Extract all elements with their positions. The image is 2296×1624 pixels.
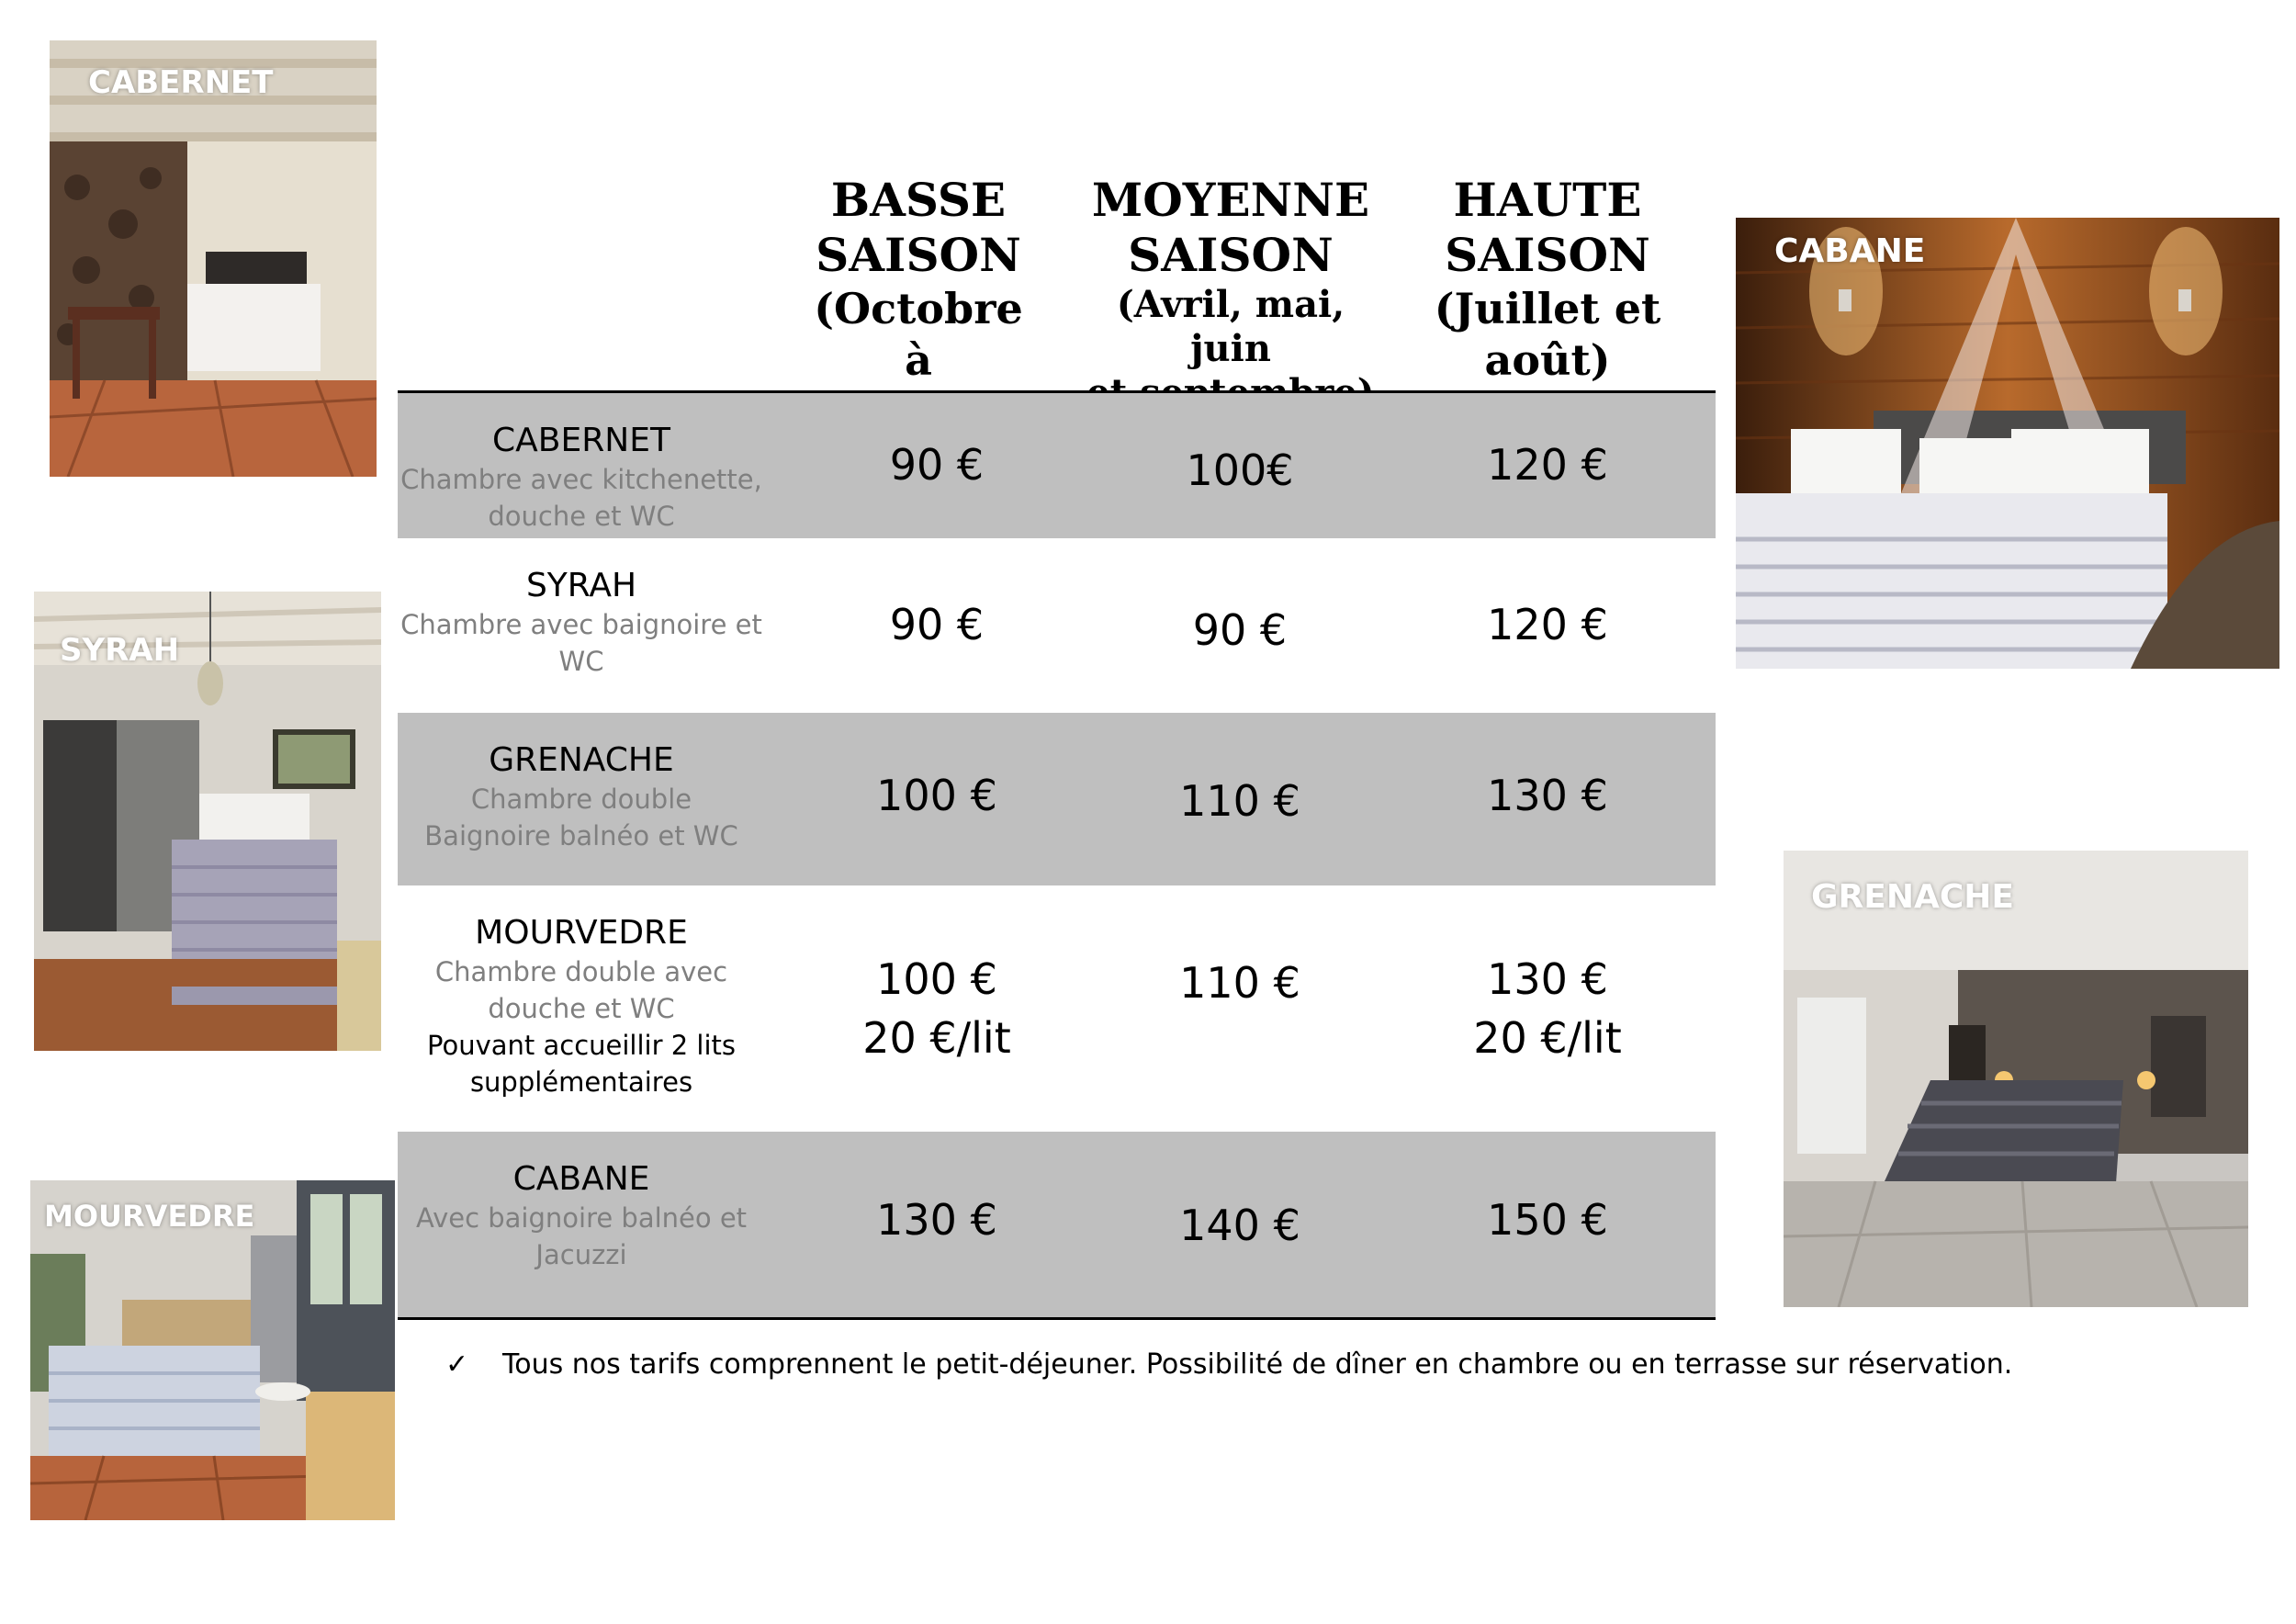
header-line: août): [1484, 335, 1611, 385]
bedroom-photo-cabernet: [50, 40, 377, 477]
room-description: Chambre avec baignoire et: [400, 609, 762, 640]
price-haute: 120 €: [1487, 600, 1608, 649]
price-extra-bed: 20 €/lit: [862, 1013, 1011, 1063]
price-haute: 150 €: [1487, 1195, 1608, 1245]
checkmark-icon: ✓: [445, 1348, 469, 1381]
room-cell: [398, 913, 765, 1100]
table-bottom-rule: [398, 1317, 1716, 1320]
price-basse: 130 €: [876, 1195, 997, 1245]
header-haute-saison: [1410, 173, 1685, 386]
price-basse: [799, 950, 1075, 1067]
price-basse: 90 €: [889, 600, 985, 649]
table-row-mourvedre: [398, 885, 1716, 1132]
price-value: 100 €: [876, 954, 997, 1004]
photo-caption: CABANE: [1774, 232, 1926, 270]
photo-grenache-room: [1784, 851, 2248, 1307]
price-moyenne: 140 €: [1179, 1201, 1300, 1250]
room-description: Chambre avec kitchenette,: [400, 464, 762, 495]
price-basse: 90 €: [889, 440, 985, 490]
price-haute: [1410, 950, 1685, 1067]
note-text: Tous nos tarifs comprennent le petit-déjeuner. Possibilité de dîner en chambre ou en terrasse sur réservation.: [502, 1348, 2013, 1381]
header-line: MOYENNE: [1091, 173, 1370, 227]
room-cell: [398, 566, 765, 680]
room-description: Chambre double avec: [434, 956, 728, 987]
header-line: SAISON: [1445, 228, 1650, 282]
room-extra-note: Pouvant accueillir 2 lits: [427, 1030, 736, 1061]
room-description: Chambre double: [470, 784, 692, 815]
room-name: CABANE: [512, 1160, 650, 1198]
header-line: (Juillet et: [1434, 284, 1661, 333]
header-line: (Octobre à: [814, 284, 1023, 385]
room-name: GRENACHE: [489, 741, 674, 779]
room-cell: [398, 1159, 765, 1273]
photo-mourvedre-room: [30, 1180, 395, 1520]
price-value: 130 €: [1487, 954, 1608, 1004]
price-moyenne: 110 €: [1179, 776, 1300, 826]
price-moyenne: 90 €: [1192, 605, 1288, 655]
photo-caption: MOURVEDRE: [44, 1199, 255, 1234]
room-description: Baignoire balnéo et WC: [424, 820, 738, 851]
room-description: Jacuzzi: [535, 1239, 627, 1270]
photo-caption: CABERNET: [88, 64, 274, 101]
room-name: CABERNET: [492, 422, 670, 459]
room-description: WC: [558, 646, 604, 677]
header-line: HAUTE: [1453, 173, 1642, 227]
room-name: SYRAH: [525, 567, 637, 604]
table-row-grenache: [398, 713, 1716, 885]
room-description: douche et WC: [488, 993, 675, 1024]
room-cell: [398, 421, 765, 535]
price-haute: 120 €: [1487, 440, 1608, 490]
room-extra-note: supplémentaires: [469, 1066, 693, 1098]
header-line: BASSE: [830, 173, 1007, 227]
room-cell: [398, 740, 765, 854]
room-description: Avec baignoire balnéo et: [415, 1202, 748, 1234]
breakfast-note: [445, 1348, 2012, 1381]
table-row-cabane: [398, 1132, 1716, 1317]
price-moyenne: 110 €: [1179, 958, 1300, 1008]
photo-cabane-room: [1736, 218, 2279, 669]
price-haute: 130 €: [1487, 771, 1608, 820]
photo-caption: GRENACHE: [1811, 878, 2014, 916]
header-line: (Avril, mai, juin: [1116, 283, 1345, 370]
room-description: douche et WC: [488, 501, 675, 532]
header-line: SAISON: [1128, 228, 1334, 282]
photo-syrah-room: [34, 592, 381, 1051]
room-name: MOURVEDRE: [475, 914, 688, 952]
price-moyenne: 100€: [1186, 445, 1294, 495]
table-row-cabernet: [398, 393, 1716, 538]
header-moyenne-saison: [1075, 173, 1387, 415]
bedroom-photo-grenache: [1784, 851, 2248, 1307]
header-line: SAISON: [816, 228, 1021, 282]
table-row-syrah: [398, 538, 1716, 713]
price-extra-bed: 20 €/lit: [1473, 1013, 1622, 1063]
photo-caption: SYRAH: [60, 632, 180, 669]
price-basse: 100 €: [876, 771, 997, 820]
photo-cabernet-room: [50, 40, 377, 477]
bedroom-photo-cabane: [1736, 218, 2279, 669]
